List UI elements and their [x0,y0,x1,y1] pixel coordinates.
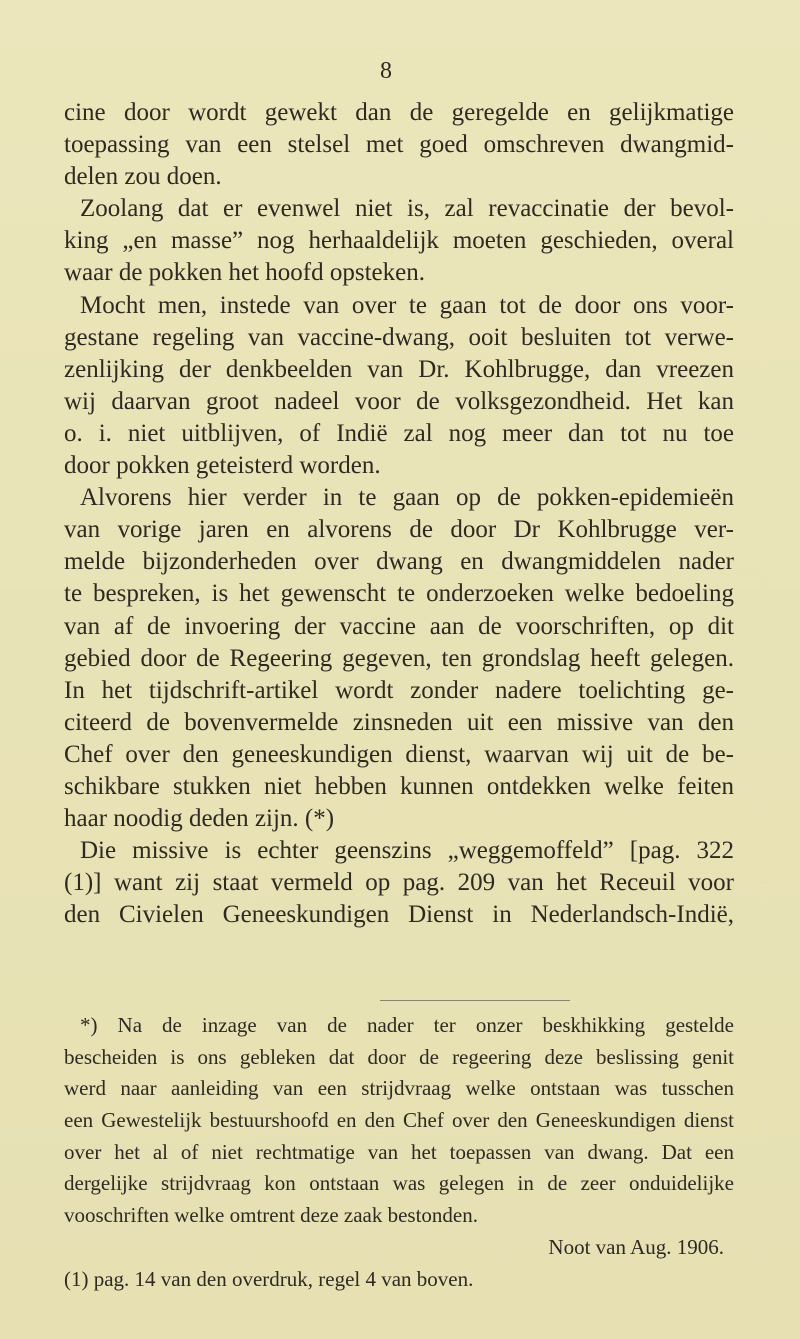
footnotes [64,1010,734,1295]
footnote-line: vooschriften welke omtrent deze zaak bestonden. [64,1203,479,1228]
text-line: Mocht men, instede van over te gaan tot de door ons voor- [80,291,734,319]
body-text [64,97,734,931]
footnote-line: werd naar aanleiding van een strijdvraag welke ontstaan was tusschen [64,1076,734,1101]
text-line: den Civielen Geneeskundigen Dienst in Nederlandsch-Indië, [64,901,734,929]
text-line: king „en masse” nog herhaaldelijk moeten geschieden, overal [64,227,734,255]
footnote-line: bescheiden is ons gebleken dat door de regeering deze beslissing genit [64,1044,734,1069]
text-line: Die missive is echter geenszins „weggemoffeld” [pag. 322 [80,837,734,865]
text-line: (1)] want zij staat vermeld op pag. 209 van het Receuil voor [64,869,734,897]
text-line: melde bijzonderheden over dwang en dwangmiddelen nader [64,548,734,576]
text-line: te bespreken, is het gewenscht te onderzoeken welke bedoeling [64,580,734,608]
text-line: citeerd de bovenvermelde zinsneden uit een missive van den [64,708,734,736]
page-number: 8 [380,58,392,84]
text-line: Chef over den geneeskundigen dienst, waarvan wij uit de be- [64,740,734,768]
footnote-separator [380,1000,570,1001]
text-line: In het tijdschrift-artikel wordt zonder nadere toelichting ge- [64,676,734,704]
text-line: delen zou doen. [64,163,222,191]
text-line: gestane regeling van vaccine-dwang, ooit besluiten tot verwe- [64,323,734,351]
text-line: toepassing van een stelsel met goed omschreven dwangmid- [64,131,734,159]
text-line: cine door wordt gewekt dan de geregelde en gelijkmatige [64,99,734,126]
text-line: schikbare stukken niet hebben kunnen ontdekken welke feiten [64,772,734,800]
text-line: gebied door de Regeering gegeven, ten grondslag heeft gelegen. [64,644,734,672]
footnote-line: Noot van Aug. 1906. [548,1234,724,1259]
footnote-line: over het al of niet rechtmatige van het toepassen van dwang. Dat een [64,1139,734,1164]
text-line: waar de pokken het hoofd opsteken. [64,259,425,287]
text-line: Alvorens hier verder in te gaan op de pokken-epidemieën [80,484,734,512]
text-line: door pokken geteisterd worden. [64,452,381,480]
text-line: van vorige jaren en alvorens de door Dr Kohlbrugge ver- [64,516,734,544]
text-line: wij daarvan groot nadeel voor de volksgezondheid. Het kan [64,387,734,415]
footnote-line: een Gewestelijk bestuurshoofd en den Chef over den Geneeskundigen dienst [64,1108,734,1133]
footnote-line: *) Na de inzage van de nader ter onzer beskhikking gestelde [80,1013,734,1037]
footnote-line: dergelijke strijdvraag kon ontstaan was gelegen in de zeer onduidelijke [64,1171,734,1196]
text-line: o. i. niet uitblijven, of Indië zal nog meer dan tot nu toe [64,419,734,447]
footnote-line: (1) pag. 14 van den overdruk, regel 4 van boven. [64,1266,474,1291]
text-line: Zoolang dat er evenwel niet is, zal revaccinatie der bevol- [80,195,734,223]
text-line: haar noodig deden zijn. (*) [64,805,335,833]
text-line: van af de invoering der vaccine aan de voorschriften, op dit [64,612,734,640]
text-line: zenlijking der denkbeelden van Dr. Kohlbrugge, dan vreezen [64,355,734,383]
